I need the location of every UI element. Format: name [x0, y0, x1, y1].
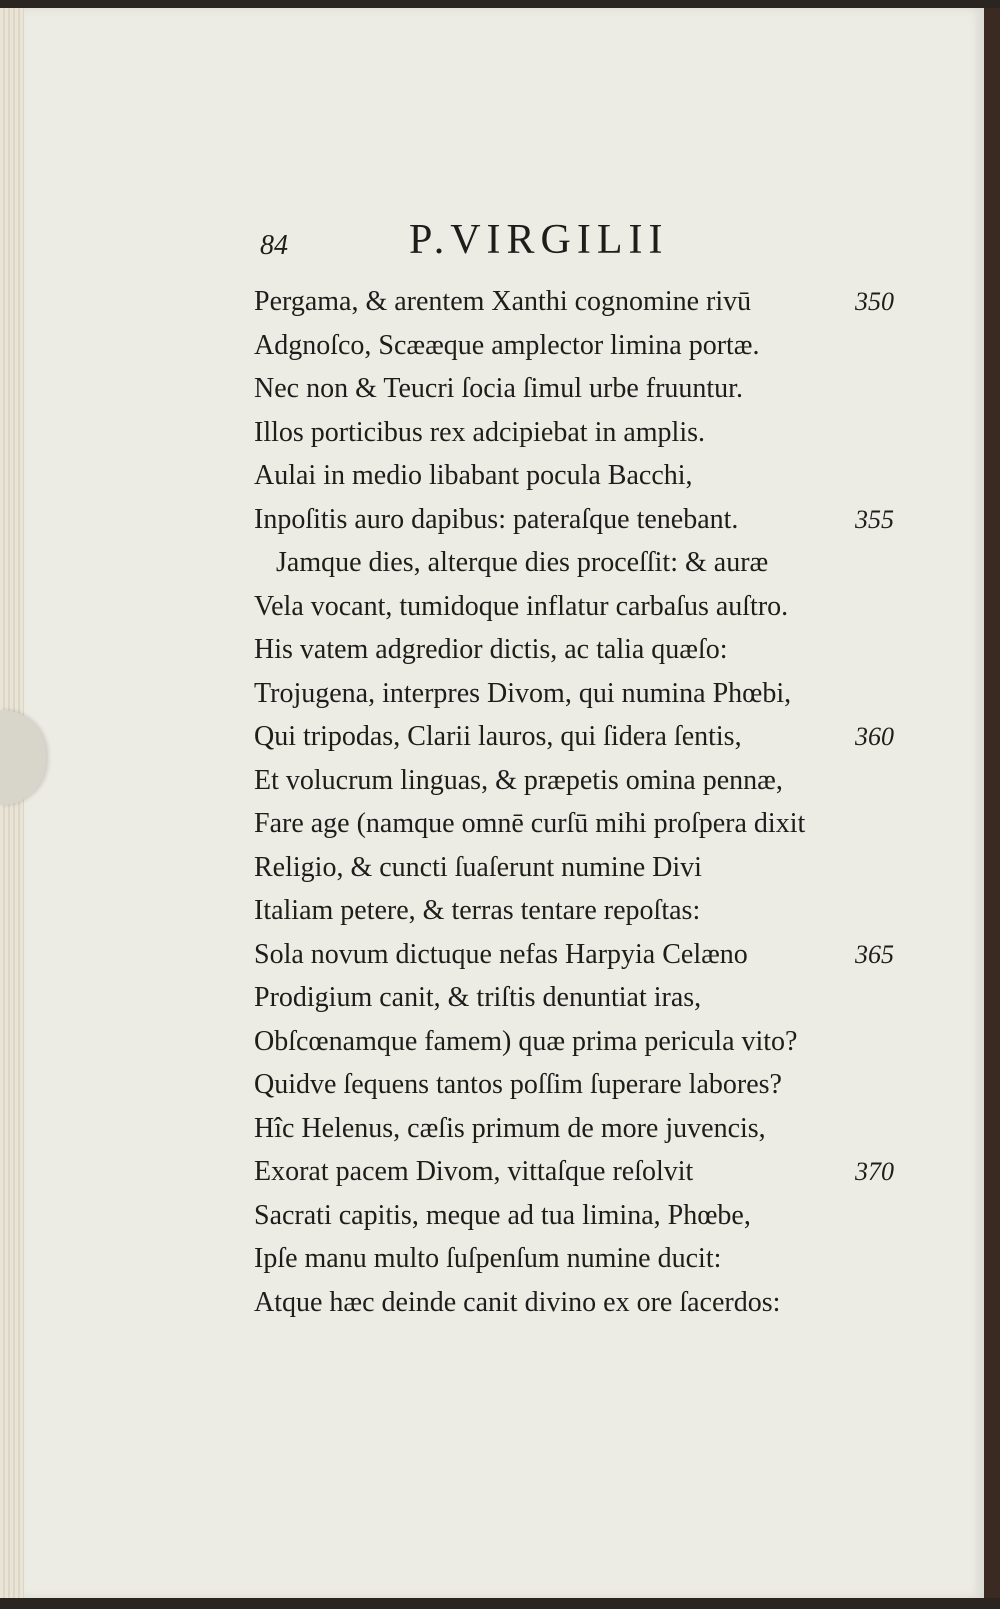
- line-number: 365: [855, 939, 894, 969]
- verse-text: Et volucrum linguas, & præpetis omina pennæ,: [254, 764, 783, 796]
- verse-text: Pergama, & arentem Xanthi cognomine rivū: [254, 286, 752, 317]
- verse-text: Qui tripodas, Clarii lauros, qui ſidera ſentis,: [254, 721, 742, 752]
- verse-text: Sola novum dictuque nefas Harpyia Celæno: [254, 938, 748, 970]
- verse-line: [254, 1107, 894, 1151]
- verse-line: [254, 889, 894, 933]
- verse-text: Italiam petere, & terras tentare repoſtas:: [254, 895, 701, 926]
- verse-line: [254, 628, 894, 672]
- verse-line: [254, 1063, 894, 1107]
- verse-line: [254, 1150, 894, 1194]
- verse-text: Nec non & Teucri ſocia ſimul urbe fruuntur.: [254, 373, 743, 404]
- verse-line: [254, 846, 894, 890]
- verse-line: [254, 367, 894, 411]
- verse-line: [254, 1237, 894, 1281]
- verse-text: Adgnoſco, Scææque amplector limina portæ.: [254, 329, 760, 361]
- line-number: 360: [855, 722, 894, 751]
- line-number: 355: [855, 504, 894, 534]
- verse-line: [254, 280, 894, 324]
- verse-text: Exorat pacem Divom, vittaſque reſolvit: [254, 1156, 694, 1187]
- verse-text: Vela vocant, tumidoque inflatur carbaſus auſtro.: [254, 590, 789, 622]
- verse-text: Trojugena, interpres Divom, qui numina Phœbi,: [254, 677, 792, 709]
- verse-line: [254, 715, 894, 759]
- verse-text: Aulai in medio libabant pocula Bacchi,: [254, 460, 693, 491]
- verse-line: [254, 672, 894, 716]
- verse-text: Ipſe manu multo ſuſpenſum numine ducit:: [254, 1243, 722, 1274]
- verse-line: [254, 976, 894, 1020]
- book-cover-edge: [984, 8, 1000, 1598]
- verse-text: Religio, & cuncti ſuaſerunt numine Divi: [254, 851, 702, 883]
- verse-line: [254, 324, 894, 368]
- verse-line: [254, 585, 894, 629]
- verse-line: [254, 1194, 894, 1238]
- verse-text: Jamque dies, alterque dies proceſſit: & auræ: [276, 547, 769, 578]
- verse-line: [254, 759, 894, 803]
- verse-line: [254, 454, 894, 498]
- verse-text: Quidve ſequens tantos poſſim ſuperare labores?: [254, 1069, 782, 1100]
- verse-text: Atque hæc deinde canit divino ex ore ſacerdos:: [254, 1286, 781, 1318]
- verse-text: Illos porticibus rex adcipiebat in amplis.: [254, 416, 706, 448]
- verse-line: [254, 1281, 894, 1325]
- verse-text: Inpoſitis auro dapibus: pateraſque tenebant.: [254, 503, 739, 535]
- line-number: 370: [855, 1157, 894, 1186]
- verse-line: [254, 802, 894, 846]
- verse-text: Prodigium canit, & triſtis denuntiat iras,: [254, 982, 702, 1013]
- running-head: P.VIRGILII: [409, 217, 669, 263]
- verse-text: His vatem adgredior dictis, ac talia quæſo:: [254, 634, 728, 665]
- verse-text: Hîc Helenus, cæſis primum de more juvencis,: [254, 1112, 766, 1144]
- page-number: 84: [260, 230, 288, 261]
- book-page: [24, 8, 984, 1598]
- verse-line: [254, 498, 894, 542]
- verse-text: Sacrati capitis, meque ad tua limina, Phœbe,: [254, 1199, 751, 1231]
- verse-line: [254, 933, 894, 977]
- line-number: 350: [855, 287, 894, 316]
- verse-block: [254, 280, 894, 1324]
- verse-line: [254, 411, 894, 455]
- verse-text: Fare age (namque omnē curſū mihi proſpera dixit: [254, 808, 806, 839]
- verse-text: Obſcœnamque famem) quæ prima pericula vito?: [254, 1025, 798, 1057]
- verse-line: [254, 1020, 894, 1064]
- verse-line: [254, 541, 894, 585]
